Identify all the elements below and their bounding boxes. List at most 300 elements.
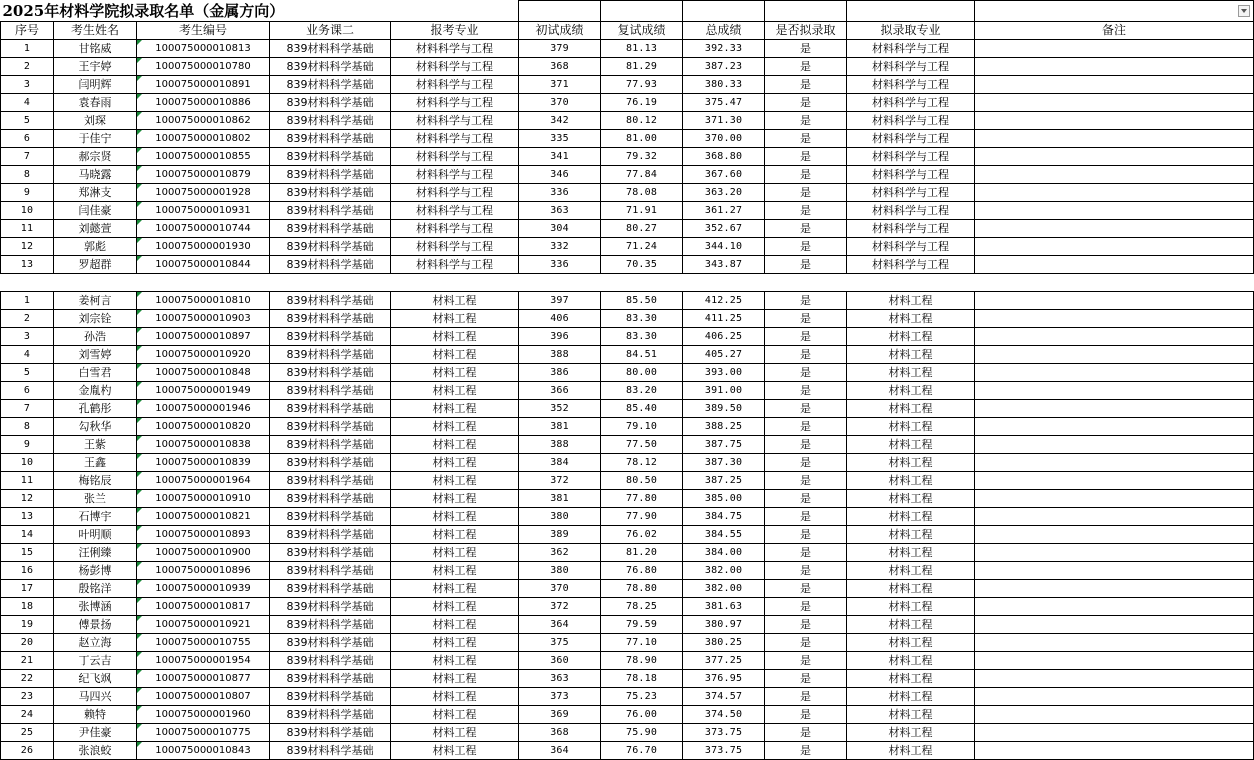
cell-major[interactable]: 材料科学与工程 bbox=[391, 238, 519, 256]
cell-name[interactable]: 郝宗贤 bbox=[54, 148, 137, 166]
cell-subject[interactable]: 839材料科学基础 bbox=[270, 202, 391, 220]
cell-name[interactable]: 刘雪婷 bbox=[54, 346, 137, 364]
cell-exam-id[interactable]: 100075000010839 bbox=[137, 454, 270, 472]
cell-total-score[interactable]: 363.20 bbox=[683, 184, 765, 202]
cell-admit-major[interactable]: 材料工程 bbox=[847, 670, 975, 688]
cell-admit-flag[interactable]: 是 bbox=[765, 364, 847, 382]
cell-prelim-score[interactable]: 373 bbox=[519, 688, 601, 706]
cell-exam-id[interactable]: 100075000010775 bbox=[137, 724, 270, 742]
cell-seq[interactable]: 3 bbox=[1, 76, 54, 94]
cell-prelim-score[interactable]: 397 bbox=[519, 292, 601, 310]
cell-remarks[interactable] bbox=[975, 400, 1254, 418]
cell-major[interactable]: 材料工程 bbox=[391, 742, 519, 760]
cell-seq[interactable]: 25 bbox=[1, 724, 54, 742]
cell-total-score[interactable]: 405.27 bbox=[683, 346, 765, 364]
cell-exam-id[interactable]: 100075000001964 bbox=[137, 472, 270, 490]
header-admit-flag[interactable]: 是否拟录取 bbox=[765, 22, 847, 40]
cell-seq[interactable]: 18 bbox=[1, 598, 54, 616]
cell-exam-id[interactable]: 100075000010821 bbox=[137, 508, 270, 526]
cell-retest-score[interactable]: 79.59 bbox=[601, 616, 683, 634]
cell-retest-score[interactable]: 70.35 bbox=[601, 256, 683, 274]
cell-admit-flag[interactable]: 是 bbox=[765, 508, 847, 526]
cell-admit-flag[interactable]: 是 bbox=[765, 544, 847, 562]
cell-subject[interactable]: 839材料科学基础 bbox=[270, 544, 391, 562]
cell-remarks[interactable] bbox=[975, 40, 1254, 58]
cell-exam-id[interactable]: 100075000010810 bbox=[137, 292, 270, 310]
cell-major[interactable]: 材料工程 bbox=[391, 706, 519, 724]
cell-retest-score[interactable]: 71.91 bbox=[601, 202, 683, 220]
cell-remarks[interactable] bbox=[975, 382, 1254, 400]
cell-admit-flag[interactable]: 是 bbox=[765, 454, 847, 472]
cell-retest-score[interactable]: 75.23 bbox=[601, 688, 683, 706]
cell-remarks[interactable] bbox=[975, 634, 1254, 652]
cell-name[interactable]: 纪飞飒 bbox=[54, 670, 137, 688]
cell-retest-score[interactable]: 77.50 bbox=[601, 436, 683, 454]
cell-seq[interactable]: 12 bbox=[1, 238, 54, 256]
cell-prelim-score[interactable]: 386 bbox=[519, 364, 601, 382]
cell-major[interactable]: 材料工程 bbox=[391, 688, 519, 706]
cell-prelim-score[interactable]: 363 bbox=[519, 202, 601, 220]
cell-name[interactable]: 于佳宁 bbox=[54, 130, 137, 148]
cell-exam-id[interactable]: 100075000010862 bbox=[137, 112, 270, 130]
cell-seq[interactable]: 7 bbox=[1, 148, 54, 166]
cell-prelim-score[interactable]: 341 bbox=[519, 148, 601, 166]
cell-subject[interactable]: 839材料科学基础 bbox=[270, 166, 391, 184]
cell-seq[interactable]: 13 bbox=[1, 508, 54, 526]
cell-exam-id[interactable]: 100075000010844 bbox=[137, 256, 270, 274]
cell-prelim-score[interactable]: 380 bbox=[519, 562, 601, 580]
cell-major[interactable]: 材料工程 bbox=[391, 382, 519, 400]
cell-seq[interactable]: 26 bbox=[1, 742, 54, 760]
cell-admit-major[interactable]: 材料科学与工程 bbox=[847, 220, 975, 238]
cell-exam-id[interactable]: 100075000010838 bbox=[137, 436, 270, 454]
cell-total-score[interactable]: 384.00 bbox=[683, 544, 765, 562]
cell-total-score[interactable]: 374.50 bbox=[683, 706, 765, 724]
cell-subject[interactable]: 839材料科学基础 bbox=[270, 310, 391, 328]
cell-total-score[interactable]: 393.00 bbox=[683, 364, 765, 382]
cell-total-score[interactable]: 370.00 bbox=[683, 130, 765, 148]
cell-remarks[interactable] bbox=[975, 652, 1254, 670]
cell-admit-major[interactable]: 材料科学与工程 bbox=[847, 112, 975, 130]
cell-name[interactable]: 叶明顺 bbox=[54, 526, 137, 544]
cell-total-score[interactable]: 367.60 bbox=[683, 166, 765, 184]
cell-admit-flag[interactable]: 是 bbox=[765, 184, 847, 202]
cell-seq[interactable]: 8 bbox=[1, 418, 54, 436]
cell-seq[interactable]: 6 bbox=[1, 130, 54, 148]
cell-name[interactable]: 丁云吉 bbox=[54, 652, 137, 670]
header-admit-major[interactable]: 拟录取专业 bbox=[847, 22, 975, 40]
cell-major[interactable]: 材料工程 bbox=[391, 508, 519, 526]
cell-major[interactable]: 材料科学与工程 bbox=[391, 220, 519, 238]
cell-admit-flag[interactable]: 是 bbox=[765, 400, 847, 418]
cell-prelim-score[interactable]: 370 bbox=[519, 580, 601, 598]
cell-prelim-score[interactable]: 379 bbox=[519, 40, 601, 58]
cell-major[interactable]: 材料工程 bbox=[391, 346, 519, 364]
empty-cell[interactable] bbox=[1, 274, 54, 292]
empty-cell[interactable] bbox=[137, 274, 270, 292]
cell-admit-major[interactable]: 材料工程 bbox=[847, 706, 975, 724]
cell-admit-major[interactable]: 材料工程 bbox=[847, 742, 975, 760]
cell-total-score[interactable]: 374.57 bbox=[683, 688, 765, 706]
cell-seq[interactable]: 7 bbox=[1, 400, 54, 418]
cell-admit-flag[interactable]: 是 bbox=[765, 310, 847, 328]
cell-admit-major[interactable]: 材料科学与工程 bbox=[847, 130, 975, 148]
cell-remarks[interactable] bbox=[975, 346, 1254, 364]
cell-major[interactable]: 材料工程 bbox=[391, 310, 519, 328]
cell-admit-major[interactable]: 材料科学与工程 bbox=[847, 166, 975, 184]
cell-seq[interactable]: 16 bbox=[1, 562, 54, 580]
cell-admit-flag[interactable]: 是 bbox=[765, 148, 847, 166]
cell-admit-major[interactable]: 材料工程 bbox=[847, 508, 975, 526]
cell-exam-id[interactable]: 100075000010780 bbox=[137, 58, 270, 76]
cell-exam-id[interactable]: 100075000010939 bbox=[137, 580, 270, 598]
cell-seq[interactable]: 5 bbox=[1, 112, 54, 130]
cell-name[interactable]: 甘铭威 bbox=[54, 40, 137, 58]
cell-remarks[interactable] bbox=[975, 598, 1254, 616]
cell-seq[interactable]: 10 bbox=[1, 454, 54, 472]
cell-total-score[interactable]: 385.00 bbox=[683, 490, 765, 508]
cell-total-score[interactable]: 411.25 bbox=[683, 310, 765, 328]
cell-admit-flag[interactable]: 是 bbox=[765, 652, 847, 670]
empty-cell[interactable] bbox=[683, 1, 765, 22]
cell-exam-id[interactable]: 100075000010817 bbox=[137, 598, 270, 616]
cell-total-score[interactable]: 380.33 bbox=[683, 76, 765, 94]
cell-retest-score[interactable]: 80.50 bbox=[601, 472, 683, 490]
cell-admit-flag[interactable]: 是 bbox=[765, 724, 847, 742]
cell-prelim-score[interactable]: 375 bbox=[519, 634, 601, 652]
cell-seq[interactable]: 8 bbox=[1, 166, 54, 184]
cell-retest-score[interactable]: 78.12 bbox=[601, 454, 683, 472]
cell-remarks[interactable] bbox=[975, 580, 1254, 598]
cell-exam-id[interactable]: 100075000010855 bbox=[137, 148, 270, 166]
cell-major[interactable]: 材料科学与工程 bbox=[391, 130, 519, 148]
cell-name[interactable]: 马四兴 bbox=[54, 688, 137, 706]
cell-name[interactable]: 郑淋支 bbox=[54, 184, 137, 202]
cell-admit-major[interactable]: 材料科学与工程 bbox=[847, 40, 975, 58]
cell-name[interactable]: 勾秋华 bbox=[54, 418, 137, 436]
cell-major[interactable]: 材料科学与工程 bbox=[391, 76, 519, 94]
cell-subject[interactable]: 839材料科学基础 bbox=[270, 382, 391, 400]
cell-admit-major[interactable]: 材料工程 bbox=[847, 544, 975, 562]
cell-seq[interactable]: 21 bbox=[1, 652, 54, 670]
cell-admit-major[interactable]: 材料工程 bbox=[847, 346, 975, 364]
cell-remarks[interactable] bbox=[975, 130, 1254, 148]
cell-admit-major[interactable]: 材料工程 bbox=[847, 418, 975, 436]
cell-name[interactable]: 张浪蛟 bbox=[54, 742, 137, 760]
cell-seq[interactable]: 9 bbox=[1, 184, 54, 202]
cell-prelim-score[interactable]: 370 bbox=[519, 94, 601, 112]
cell-retest-score[interactable]: 80.12 bbox=[601, 112, 683, 130]
cell-admit-major[interactable]: 材料工程 bbox=[847, 364, 975, 382]
cell-remarks[interactable] bbox=[975, 436, 1254, 454]
cell-name[interactable]: 姜柯言 bbox=[54, 292, 137, 310]
cell-seq[interactable]: 3 bbox=[1, 328, 54, 346]
cell-admit-major[interactable]: 材料工程 bbox=[847, 598, 975, 616]
cell-subject[interactable]: 839材料科学基础 bbox=[270, 526, 391, 544]
cell-admit-flag[interactable]: 是 bbox=[765, 346, 847, 364]
cell-admit-major[interactable]: 材料工程 bbox=[847, 400, 975, 418]
cell-subject[interactable]: 839材料科学基础 bbox=[270, 148, 391, 166]
cell-name[interactable]: 王紫 bbox=[54, 436, 137, 454]
cell-subject[interactable]: 839材料科学基础 bbox=[270, 130, 391, 148]
cell-admit-major[interactable]: 材料工程 bbox=[847, 490, 975, 508]
cell-total-score[interactable]: 387.25 bbox=[683, 472, 765, 490]
cell-retest-score[interactable]: 80.27 bbox=[601, 220, 683, 238]
cell-admit-major[interactable]: 材料工程 bbox=[847, 328, 975, 346]
cell-admit-flag[interactable]: 是 bbox=[765, 220, 847, 238]
cell-subject[interactable]: 839材料科学基础 bbox=[270, 580, 391, 598]
cell-major[interactable]: 材料工程 bbox=[391, 454, 519, 472]
cell-name[interactable]: 梅铭辰 bbox=[54, 472, 137, 490]
cell-prelim-score[interactable]: 381 bbox=[519, 490, 601, 508]
cell-total-score[interactable]: 381.63 bbox=[683, 598, 765, 616]
cell-admit-flag[interactable]: 是 bbox=[765, 94, 847, 112]
cell-seq[interactable]: 5 bbox=[1, 364, 54, 382]
cell-admit-flag[interactable]: 是 bbox=[765, 562, 847, 580]
cell-subject[interactable]: 839材料科学基础 bbox=[270, 58, 391, 76]
cell-admit-major[interactable]: 材料科学与工程 bbox=[847, 76, 975, 94]
cell-remarks[interactable] bbox=[975, 148, 1254, 166]
cell-admit-flag[interactable]: 是 bbox=[765, 40, 847, 58]
cell-admit-flag[interactable]: 是 bbox=[765, 202, 847, 220]
cell-subject[interactable]: 839材料科学基础 bbox=[270, 688, 391, 706]
cell-total-score[interactable]: 380.97 bbox=[683, 616, 765, 634]
cell-seq[interactable]: 1 bbox=[1, 40, 54, 58]
cell-admit-major[interactable]: 材料工程 bbox=[847, 562, 975, 580]
cell-total-score[interactable]: 412.25 bbox=[683, 292, 765, 310]
cell-exam-id[interactable]: 100075000010921 bbox=[137, 616, 270, 634]
cell-major[interactable]: 材料工程 bbox=[391, 634, 519, 652]
cell-admit-flag[interactable]: 是 bbox=[765, 256, 847, 274]
cell-remarks[interactable] bbox=[975, 562, 1254, 580]
cell-name[interactable]: 赖特 bbox=[54, 706, 137, 724]
cell-seq[interactable]: 6 bbox=[1, 382, 54, 400]
cell-admit-flag[interactable]: 是 bbox=[765, 616, 847, 634]
cell-seq[interactable]: 10 bbox=[1, 202, 54, 220]
cell-admit-flag[interactable]: 是 bbox=[765, 328, 847, 346]
cell-prelim-score[interactable]: 406 bbox=[519, 310, 601, 328]
cell-retest-score[interactable]: 77.80 bbox=[601, 490, 683, 508]
cell-prelim-score[interactable]: 364 bbox=[519, 616, 601, 634]
cell-retest-score[interactable]: 77.84 bbox=[601, 166, 683, 184]
cell-retest-score[interactable]: 75.90 bbox=[601, 724, 683, 742]
empty-cell[interactable] bbox=[847, 274, 975, 292]
cell-total-score[interactable]: 343.87 bbox=[683, 256, 765, 274]
cell-remarks[interactable] bbox=[975, 526, 1254, 544]
cell-admit-major[interactable]: 材料工程 bbox=[847, 724, 975, 742]
cell-prelim-score[interactable]: 363 bbox=[519, 670, 601, 688]
cell-subject[interactable]: 839材料科学基础 bbox=[270, 742, 391, 760]
empty-cell[interactable] bbox=[601, 1, 683, 22]
empty-cell[interactable] bbox=[391, 274, 519, 292]
header-exam-id[interactable]: 考生编号 bbox=[137, 22, 270, 40]
cell-subject[interactable]: 839材料科学基础 bbox=[270, 490, 391, 508]
header-remarks[interactable]: 备注 bbox=[975, 22, 1254, 40]
cell-admit-major[interactable]: 材料工程 bbox=[847, 634, 975, 652]
cell-prelim-score[interactable]: 388 bbox=[519, 436, 601, 454]
cell-admit-flag[interactable]: 是 bbox=[765, 598, 847, 616]
cell-remarks[interactable] bbox=[975, 616, 1254, 634]
cell-major[interactable]: 材料工程 bbox=[391, 328, 519, 346]
cell-exam-id[interactable]: 100075000010931 bbox=[137, 202, 270, 220]
cell-admit-flag[interactable]: 是 bbox=[765, 436, 847, 454]
cell-exam-id[interactable]: 100075000010900 bbox=[137, 544, 270, 562]
cell-total-score[interactable]: 352.67 bbox=[683, 220, 765, 238]
cell-remarks[interactable] bbox=[975, 184, 1254, 202]
cell-admit-flag[interactable]: 是 bbox=[765, 292, 847, 310]
cell-total-score[interactable]: 388.25 bbox=[683, 418, 765, 436]
cell-remarks[interactable] bbox=[975, 310, 1254, 328]
cell-major[interactable]: 材料工程 bbox=[391, 544, 519, 562]
cell-remarks[interactable] bbox=[975, 544, 1254, 562]
cell-exam-id[interactable]: 100075000010893 bbox=[137, 526, 270, 544]
header-total-score[interactable]: 总成绩 bbox=[683, 22, 765, 40]
cell-major[interactable]: 材料工程 bbox=[391, 580, 519, 598]
cell-retest-score[interactable]: 77.10 bbox=[601, 634, 683, 652]
cell-seq[interactable]: 13 bbox=[1, 256, 54, 274]
cell-exam-id[interactable]: 100075000010744 bbox=[137, 220, 270, 238]
cell-name[interactable]: 张兰 bbox=[54, 490, 137, 508]
cell-exam-id[interactable]: 100075000001960 bbox=[137, 706, 270, 724]
cell-admit-flag[interactable]: 是 bbox=[765, 706, 847, 724]
cell-remarks[interactable] bbox=[975, 58, 1254, 76]
cell-subject[interactable]: 839材料科学基础 bbox=[270, 292, 391, 310]
cell-name[interactable]: 赵立海 bbox=[54, 634, 137, 652]
cell-exam-id[interactable]: 100075000010891 bbox=[137, 76, 270, 94]
cell-seq[interactable]: 1 bbox=[1, 292, 54, 310]
cell-subject[interactable]: 839材料科学基础 bbox=[270, 112, 391, 130]
cell-total-score[interactable]: 387.30 bbox=[683, 454, 765, 472]
cell-total-score[interactable]: 384.75 bbox=[683, 508, 765, 526]
cell-total-score[interactable]: 377.25 bbox=[683, 652, 765, 670]
cell-name[interactable]: 刘懿萱 bbox=[54, 220, 137, 238]
cell-remarks[interactable] bbox=[975, 706, 1254, 724]
cell-admit-major[interactable]: 材料工程 bbox=[847, 382, 975, 400]
cell-prelim-score[interactable]: 364 bbox=[519, 742, 601, 760]
cell-retest-score[interactable]: 76.19 bbox=[601, 94, 683, 112]
cell-admit-major[interactable]: 材料工程 bbox=[847, 652, 975, 670]
cell-prelim-score[interactable]: 396 bbox=[519, 328, 601, 346]
header-name[interactable]: 考生姓名 bbox=[54, 22, 137, 40]
cell-exam-id[interactable]: 100075000010755 bbox=[137, 634, 270, 652]
cell-prelim-score[interactable]: 389 bbox=[519, 526, 601, 544]
empty-cell[interactable] bbox=[519, 274, 601, 292]
cell-name[interactable]: 王宇婷 bbox=[54, 58, 137, 76]
cell-subject[interactable]: 839材料科学基础 bbox=[270, 634, 391, 652]
empty-cell[interactable] bbox=[975, 274, 1254, 292]
cell-admit-major[interactable]: 材料工程 bbox=[847, 688, 975, 706]
cell-retest-score[interactable]: 81.29 bbox=[601, 58, 683, 76]
cell-remarks[interactable] bbox=[975, 238, 1254, 256]
cell-prelim-score[interactable]: 384 bbox=[519, 454, 601, 472]
cell-total-score[interactable]: 382.00 bbox=[683, 580, 765, 598]
cell-major[interactable]: 材料工程 bbox=[391, 418, 519, 436]
cell-admit-flag[interactable]: 是 bbox=[765, 526, 847, 544]
cell-remarks[interactable] bbox=[975, 94, 1254, 112]
cell-remarks[interactable] bbox=[975, 76, 1254, 94]
cell-major[interactable]: 材料科学与工程 bbox=[391, 58, 519, 76]
cell-retest-score[interactable]: 79.10 bbox=[601, 418, 683, 436]
cell-retest-score[interactable]: 83.20 bbox=[601, 382, 683, 400]
cell-admit-major[interactable]: 材料工程 bbox=[847, 580, 975, 598]
cell-exam-id[interactable]: 100075000001928 bbox=[137, 184, 270, 202]
cell-retest-score[interactable]: 78.18 bbox=[601, 670, 683, 688]
cell-admit-flag[interactable]: 是 bbox=[765, 166, 847, 184]
cell-name[interactable]: 刘宗铨 bbox=[54, 310, 137, 328]
cell-major[interactable]: 材料科学与工程 bbox=[391, 40, 519, 58]
cell-major[interactable]: 材料科学与工程 bbox=[391, 148, 519, 166]
cell-retest-score[interactable]: 80.00 bbox=[601, 364, 683, 382]
cell-exam-id[interactable]: 100075000001954 bbox=[137, 652, 270, 670]
cell-subject[interactable]: 839材料科学基础 bbox=[270, 346, 391, 364]
cell-retest-score[interactable]: 76.80 bbox=[601, 562, 683, 580]
cell-exam-id[interactable]: 100075000010807 bbox=[137, 688, 270, 706]
cell-major[interactable]: 材料工程 bbox=[391, 616, 519, 634]
cell-name[interactable]: 孔鹤彤 bbox=[54, 400, 137, 418]
cell-seq[interactable]: 2 bbox=[1, 310, 54, 328]
cell-subject[interactable]: 839材料科学基础 bbox=[270, 256, 391, 274]
cell-total-score[interactable]: 368.80 bbox=[683, 148, 765, 166]
cell-seq[interactable]: 4 bbox=[1, 346, 54, 364]
empty-cell[interactable] bbox=[765, 1, 847, 22]
cell-remarks[interactable] bbox=[975, 508, 1254, 526]
cell-retest-score[interactable]: 79.32 bbox=[601, 148, 683, 166]
cell-subject[interactable]: 839材料科学基础 bbox=[270, 616, 391, 634]
cell-subject[interactable]: 839材料科学基础 bbox=[270, 454, 391, 472]
cell-exam-id[interactable]: 100075000010886 bbox=[137, 94, 270, 112]
dropdown-arrow-icon[interactable] bbox=[1238, 5, 1250, 17]
cell-admit-major[interactable]: 材料工程 bbox=[847, 472, 975, 490]
cell-admit-flag[interactable]: 是 bbox=[765, 418, 847, 436]
cell-name[interactable]: 闫明辉 bbox=[54, 76, 137, 94]
cell-prelim-score[interactable]: 368 bbox=[519, 724, 601, 742]
empty-cell[interactable] bbox=[54, 274, 137, 292]
cell-exam-id[interactable]: 100075000001949 bbox=[137, 382, 270, 400]
cell-subject[interactable]: 839材料科学基础 bbox=[270, 598, 391, 616]
cell-subject[interactable]: 839材料科学基础 bbox=[270, 508, 391, 526]
filter-cell[interactable] bbox=[975, 1, 1254, 22]
cell-name[interactable]: 罗超群 bbox=[54, 256, 137, 274]
cell-major[interactable]: 材料工程 bbox=[391, 436, 519, 454]
cell-total-score[interactable]: 387.23 bbox=[683, 58, 765, 76]
cell-retest-score[interactable]: 77.93 bbox=[601, 76, 683, 94]
cell-subject[interactable]: 839材料科学基础 bbox=[270, 40, 391, 58]
cell-admit-major[interactable]: 材料科学与工程 bbox=[847, 94, 975, 112]
cell-retest-score[interactable]: 78.80 bbox=[601, 580, 683, 598]
cell-total-score[interactable]: 392.33 bbox=[683, 40, 765, 58]
cell-admit-major[interactable]: 材料工程 bbox=[847, 436, 975, 454]
cell-total-score[interactable]: 376.95 bbox=[683, 670, 765, 688]
cell-name[interactable]: 白雪君 bbox=[54, 364, 137, 382]
cell-name[interactable]: 孙浩 bbox=[54, 328, 137, 346]
cell-admit-major[interactable]: 材料科学与工程 bbox=[847, 148, 975, 166]
cell-subject[interactable]: 839材料科学基础 bbox=[270, 724, 391, 742]
cell-major[interactable]: 材料工程 bbox=[391, 724, 519, 742]
cell-admit-major[interactable]: 材料科学与工程 bbox=[847, 238, 975, 256]
cell-retest-score[interactable]: 85.40 bbox=[601, 400, 683, 418]
cell-admit-flag[interactable]: 是 bbox=[765, 382, 847, 400]
cell-name[interactable]: 张博涵 bbox=[54, 598, 137, 616]
cell-total-score[interactable]: 382.00 bbox=[683, 562, 765, 580]
cell-exam-id[interactable]: 100075000001930 bbox=[137, 238, 270, 256]
cell-prelim-score[interactable]: 372 bbox=[519, 472, 601, 490]
empty-cell[interactable] bbox=[519, 1, 601, 22]
cell-seq[interactable]: 22 bbox=[1, 670, 54, 688]
cell-remarks[interactable] bbox=[975, 112, 1254, 130]
cell-name[interactable]: 金胤杓 bbox=[54, 382, 137, 400]
cell-exam-id[interactable]: 100075000010896 bbox=[137, 562, 270, 580]
cell-exam-id[interactable]: 100075000010848 bbox=[137, 364, 270, 382]
